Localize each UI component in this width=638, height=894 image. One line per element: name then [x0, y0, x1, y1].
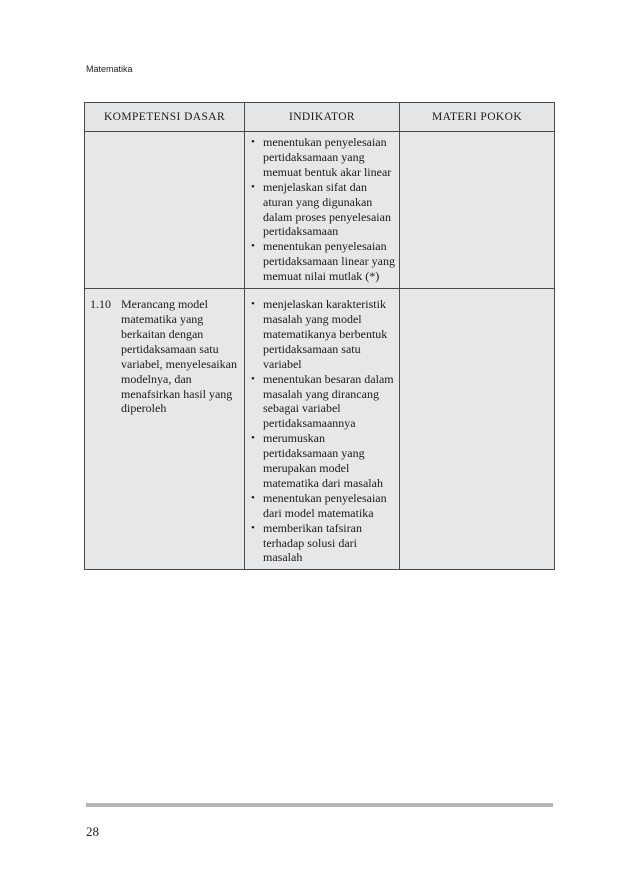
list-item [251, 491, 397, 521]
table-header-row [85, 103, 555, 132]
bullet-icon: • [251, 298, 255, 311]
materi-pokok-cell [400, 132, 555, 289]
kd-cell [85, 289, 245, 570]
indikator-cell [245, 289, 400, 570]
table-row [85, 289, 555, 570]
materi-pokok-cell [400, 289, 555, 570]
bullet-icon: • [251, 136, 255, 148]
header-kompetensi-dasar: KOMPETENSI DASAR [85, 103, 245, 132]
bullet-icon: • [251, 521, 255, 534]
indicator-text: menjelaskan sifat dan aturan yang digunakan dalam proses penyelesaian pertidaksamaan [263, 179, 391, 239]
kd-number: 1.10 [90, 297, 111, 312]
indicator-text: menentukan besaran dalam masalah yang dirancang sebagai variabel pertidaksamaannya [263, 371, 394, 431]
list-item [251, 297, 397, 372]
bullet-icon: • [251, 240, 255, 253]
indicator-text: merumuskan pertidaksamaan yang merupakan model matematika dari masalah [263, 431, 383, 490]
list-item [251, 135, 397, 180]
bullet-icon: • [251, 491, 255, 504]
indicator-text: menentukan penyelesaian dari model matematika [263, 490, 387, 520]
list-item [251, 239, 397, 284]
bullet-icon: • [251, 180, 255, 193]
list-item [251, 180, 397, 240]
list-item [251, 372, 397, 432]
table-row [85, 132, 555, 289]
indicator-text: menjelaskan karakteristik masalah yang model matematikanya berbentuk pertidaksamaan satu variabel [263, 297, 388, 371]
header-materi-pokok: MATERI POKOK [400, 103, 555, 132]
curriculum-table [84, 102, 555, 570]
bullet-icon: • [251, 372, 255, 385]
indicator-text: menentukan penyelesaian pertidaksamaan linear yang memuat nilai mutlak (*) [263, 239, 395, 284]
header-indikator: INDIKATOR [245, 103, 400, 132]
running-head: Matematika [86, 64, 133, 74]
bullet-icon: • [251, 432, 255, 445]
indicator-text: memberikan tafsiran terhadap solusi dari masalah [263, 520, 362, 565]
indicator-text: menentukan penyelesaian pertidaksamaan yang memuat bentuk akar linear [263, 135, 392, 179]
list-item [251, 431, 397, 491]
page-number: 28 [86, 824, 99, 839]
kd-cell [85, 132, 245, 289]
indikator-cell [245, 132, 400, 289]
footer-rule [86, 803, 553, 807]
kd-text: Merancang model matematika yang berkaitan dengan pertidaksamaan satu variabel, menyelesaikan modelnya, dan menafsirkan hasil yang diperoleh [121, 297, 237, 416]
list-item [251, 521, 397, 566]
